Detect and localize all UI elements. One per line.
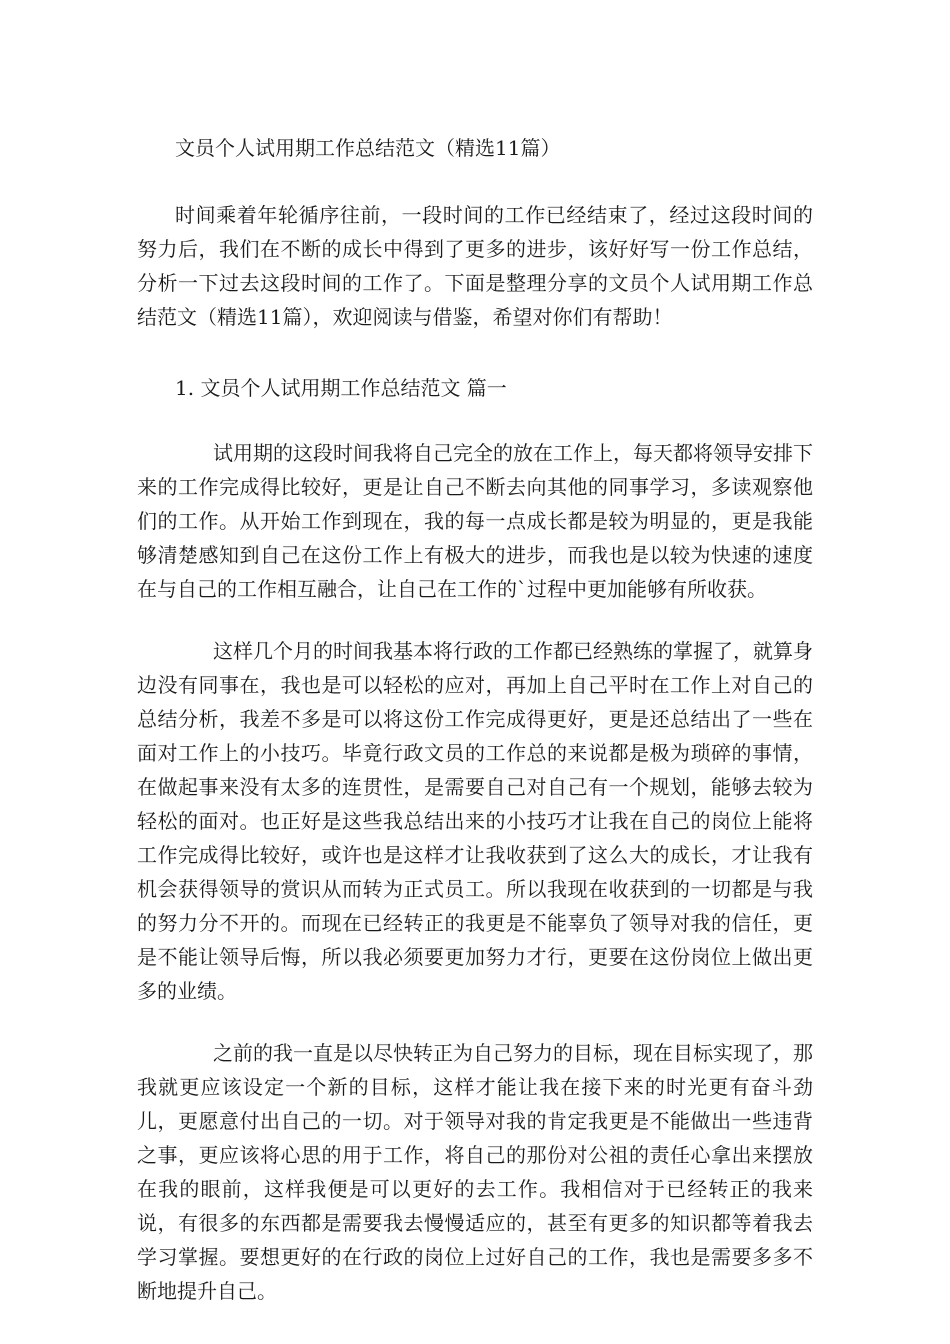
intro-paragraph: 时间乘着年轮循序往前，一段时间的工作已经结束了，经过这段时间的努力后，我们在不断的成长中得到了更多的进步，该好好写一份工作总结，分析一下过去这段时间的工作了。下面是整理分享的文员个人试用期工作总结范文（精选11篇），欢迎阅读与借鉴，希望对你们有帮助！ [137,203,813,329]
document-title: 文员个人试用期工作总结范文（精选11篇） [175,136,561,160]
body-paragraph-3: 之前的我一直是以尽快转正为自己努力的目标，现在目标实现了，那我就更应该设定一个新的目标，这样才能让我在接下来的时光更有奋斗劲儿，更愿意付出自己的一切。对于领导对我的肯定我更是不能做出一些违背之事，更应该将心思的用于工作，将自己的那份对公祖的责任心拿出来摆放在我的眼前，这样我便是可以更好的去工作。我相信对于已经转正的我来说，有很多的东西都是需要我去慢慢适应的，甚至有更多的知识都等着我去学习掌握。要想更好的在行政的岗位上过好自己的工作，我也是需要多多不断地提升自己。 [137,1041,813,1303]
body-paragraph-2: 这样几个月的时间我基本将行政的工作都已经熟练的掌握了，就算身边没有同事在，我也是可以轻松的应对，再加上自己平时在工作上对自己的总结分析，我差不多是可以将这份工作完成得更好，更是还总结出了一些在面对工作上的小技巧。毕竟行政文员的工作总的来说都是极为琐碎的事情，在做起事来没有太多的连贯性，是需要自己对自己有一个规划，能够去较为轻松的面对。也正好是这些我总结出来的小技巧才让我在自己的岗位上能将工作完成得比较好，或许也是这样才让我收获到了这么大的成长，才让我有机会获得领导的赏识从而转为正式员工。所以我现在收获到的一切都是与我的努力分不开的。而现在已经转正的我更是不能辜负了领导对我的信任，更是不能让领导后悔，所以我必须要更加努力才行，更要在这份岗位上做出更多的业绩。 [137,639,813,1003]
body-paragraph-1: 试用期的这段时间我将自己完全的放在工作上，每天都将领导安排下来的工作完成得比较好，更是让自己不断去向其他的同事学习，多读观察他们的工作。从开始工作到现在，我的每一点成长都是较为明显的，更是我能够清楚感知到自己在这份工作上有极大的进步，而我也是以较为快速的速度在与自己的工作相互融合，让自己在工作的`过程中更加能够有所收获。 [137,441,813,601]
section-heading: 1. 文员个人试用期工作总结范文 篇一 [175,376,507,400]
document-content [137,128,813,1308]
